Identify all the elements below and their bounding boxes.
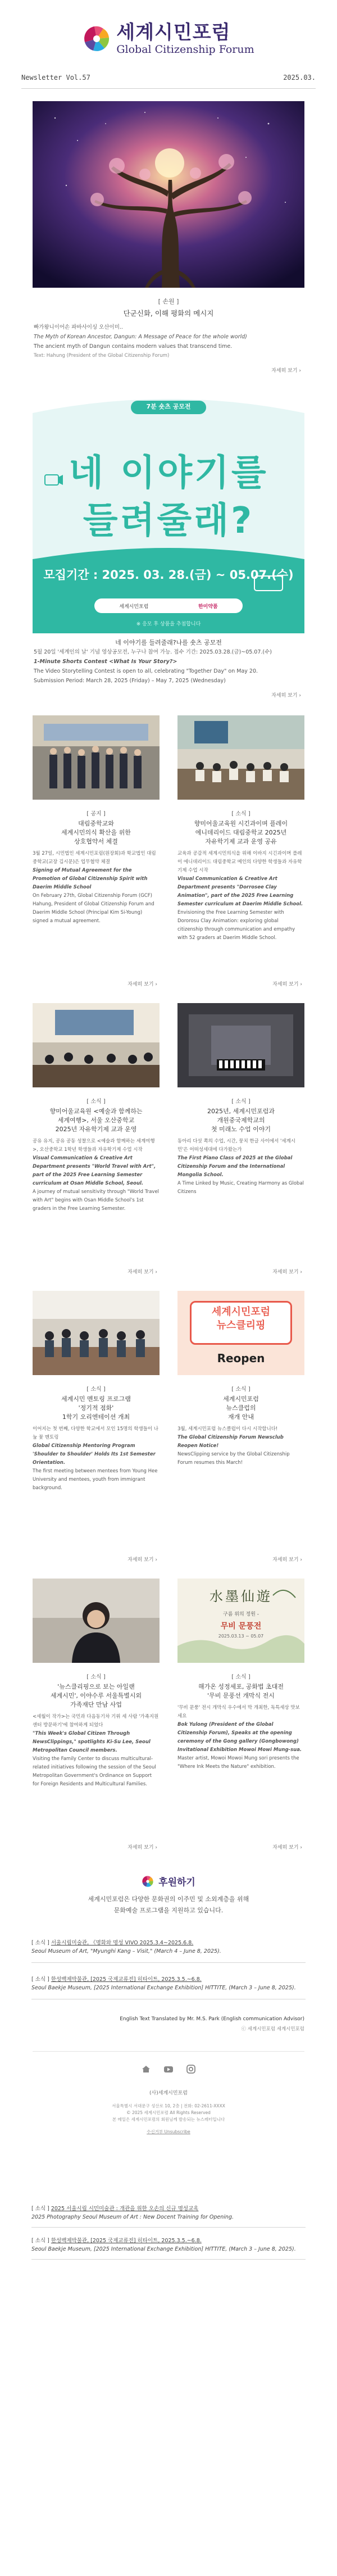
card-desc-kr: '무비 문풍' 전시 개막식 우수에서 막 개최한, 독특세상 맛보세요 — [177, 1705, 300, 1719]
news-reopen-title: 세계시민포럼 뉴스클리핑 — [211, 1306, 271, 1331]
card-title[interactable]: 향미어울교육원 <예술과 함께하는 세계여행>, 서울 오산중학교 2025년 자유학기제 교과 운영 — [49, 1108, 143, 1133]
contest-line: The Video Storytelling Contest is open to all, celebrating "Together Day" on May 20. — [34, 668, 258, 674]
news-card — [33, 1579, 160, 1866]
card-more-link[interactable]: 자세히 보기 › — [272, 1269, 302, 1275]
hero-line: Text: Hahung (President of the Global Citizenship Forum) — [34, 353, 170, 359]
divider — [31, 2259, 306, 2260]
hero-category: [ 손원 ] — [158, 298, 179, 305]
social-links — [33, 2064, 304, 2074]
card-caption — [33, 809, 160, 846]
exhibit-sub: 구름 위의 정원 - — [223, 1612, 259, 1617]
logo-icon — [83, 25, 111, 53]
contest-line: 5월 20일 '세계인의 날' 기념 영상공모전, 누구나 참여 가능. 접수 기간: 2025.03.28.(금)~05.07.(수) — [34, 649, 272, 655]
support-text — [0, 1894, 337, 1916]
card-title[interactable]: 대림중학교와 세계시민의식 확산을 위한 상호협약서 체결 — [61, 820, 131, 845]
news-reopen-sub: Reopen — [217, 1352, 265, 1365]
contest-line: 1-Minute Shorts Contest <What Is Your Story?> — [34, 659, 177, 665]
card-title[interactable]: 세계시민 멘토링 프로그램 '정기적 점화' 1학기 오리엔테이션 개최 — [61, 1395, 131, 1421]
card-desc-en: Bok Yulong (President of the Global Citizenship Forum), Speaks at the opening ceremony of the Gong gallery (Gongbowong) Invitational Exhibition Mowoi Mowi Mung-sua. — [177, 1722, 302, 1753]
logo-small-icon — [142, 1875, 154, 1888]
logo-text — [116, 22, 254, 56]
support-line: 문화예술 프로그램을 지원하고 있습니다. — [113, 1907, 224, 1914]
contest-title[interactable]: 네 이야기를 들려줄래?나를 숏츠 공모전 — [115, 639, 222, 646]
card-desc-kr: 3월 27일, 시민법인 세계시민포럼(원장회)과 학교법인 대림중학교(교장 김시문)은 업무협약 체결 — [33, 851, 156, 865]
card-desc-en: Visual Communication & Creative Art Department presents "World Travel with Art", part of the 2025 Free Learning Semester curriculum at Osan Middle School, Seoul. — [33, 1155, 156, 1186]
bottom-link-title[interactable]: 한성백제박물관, [2025 국제교류전] 히타이트, 2025.3.5.~6.8. — [51, 2238, 202, 2244]
card-more-link[interactable]: 자세히 보기 › — [127, 1557, 157, 1563]
divider — [31, 2227, 306, 2228]
news-card — [177, 1291, 304, 1579]
card-category: [ 소식 ] — [86, 1386, 106, 1393]
card-desc-2: A journey of mutual sensitivity through "World Travel with Art" begins with Osan Middle School's 1st graders in the Free Learning Semester. — [33, 1189, 160, 1212]
contest-banner[interactable] — [33, 391, 304, 633]
card-more-link[interactable]: 자세히 보기 › — [272, 1845, 302, 1851]
card-category: [ 소식 ] — [86, 1674, 106, 1680]
related-link-title[interactable]: 서울시립미술관, 《명화와 명성 VIVO 2025.3.4~2025.6.8. — [51, 1940, 194, 1946]
footer-org: (사)세계시민포럼 — [149, 2090, 188, 2096]
instagram-icon[interactable] — [186, 2064, 196, 2074]
support-heading[interactable] — [0, 1874, 337, 1888]
hero-body — [34, 323, 303, 361]
related-link-item[interactable] — [31, 1975, 306, 1999]
card-desc — [33, 850, 160, 926]
contest-headline-1: 네 이야기를 — [69, 452, 268, 494]
bottom-link-label: [ 소식 ] — [31, 2206, 49, 2212]
meta-bar — [21, 66, 316, 89]
card-caption — [33, 1096, 160, 1134]
card-category: [ 소식 ] — [231, 1099, 251, 1105]
card-desc-kr: 이어지는 첫 번째, 다양한 학교에서 모인 15명의 학생들이 나눔 꽃 멘토링 — [33, 1426, 158, 1440]
footer-line: © 2025 세계시민포럼 All Rights Reserved — [126, 2110, 211, 2115]
card-caption — [177, 1096, 304, 1134]
card-desc-2: Master artist, Mowoi Mowoi Mung sori presents the "Where Ink Meets the Nature" exhibition. — [177, 1756, 299, 1770]
card-caption — [33, 1384, 160, 1422]
card-desc-en: Global Citizenship Mentoring Program 'Shoulder to Shoulder' Holds Its 1st Semester Orientation. — [33, 1443, 156, 1466]
card-title[interactable]: 해가온 성정세포, 공화법 초대전 '무비 문풍선 개막식 전시 — [198, 1683, 284, 1699]
related-link-item[interactable] — [31, 1939, 306, 1963]
exhibit-name: 무비 문풍전 — [220, 1622, 262, 1631]
card-more-link[interactable]: 자세히 보기 › — [127, 1269, 157, 1275]
contest-sponsor-1: 세계시민포럼 — [119, 604, 149, 610]
card-caption — [33, 1672, 160, 1709]
bottom-link-item[interactable] — [31, 2237, 306, 2260]
contest-more-link[interactable]: 자세히 보기 › — [271, 693, 301, 699]
support-heading-text: 후원하기 — [158, 1877, 195, 1888]
card-desc-kr: 교육과 공감적 세계시민의식을 위해 이바지 시긴과이며 플레이 에니데리이드 대림중학교 메인의 다양한 학생들과 자유학기제 수업 시작 — [177, 851, 302, 873]
card-more-link[interactable]: 자세히 보기 › — [272, 982, 302, 987]
hero-title[interactable]: 단군신화, 이해 평화의 메시지 — [123, 309, 214, 318]
card-caption — [177, 809, 304, 846]
card-desc — [177, 1137, 304, 1196]
header — [0, 0, 337, 66]
contest-footnote: ※ 응모 후 상품을 추첨합니다 — [136, 622, 201, 627]
card-desc — [177, 850, 304, 942]
card-desc — [33, 1137, 160, 1213]
translation-text: English Text Translated by Mr. M.S. Park (English communication Advisor) — [120, 2016, 304, 2022]
news-card — [177, 715, 304, 1003]
card-category: [ 소식 ] — [231, 1386, 251, 1393]
card-desc-en: The First Piano Class of 2025 at the Global Citizenship Forum and the International Mongolia School. — [177, 1155, 293, 1178]
card-category: [ 소식 ] — [86, 1099, 106, 1105]
divider — [31, 1962, 306, 1963]
bottom-link-item[interactable] — [31, 2205, 306, 2228]
card-title[interactable]: 향미어울교육원 시긴과이며 플레이 에니데리이드 대림중학교 2025년 자유학기제 교과 운영 공유 — [194, 820, 288, 845]
card-category: [ 소식 ] — [231, 1674, 251, 1680]
contest-sponsor-bar — [94, 598, 243, 613]
exhibit-date: 2025.03.13 ~ 05.07 — [218, 1634, 264, 1639]
card-more-link[interactable]: 자세히 보기 › — [272, 1557, 302, 1563]
related-link-en: Seoul Museum of Art, "Myunghi Kang – Visit," (March 4 – June 8, 2025). — [31, 1948, 221, 1954]
card-desc — [177, 1704, 304, 1771]
card-category: [ 공지 ] — [86, 811, 106, 817]
hero-line: The Myth of Korean Ancestor, Dangun: A Message of Peace for the whole world) — [34, 334, 247, 340]
contest-info — [34, 638, 303, 686]
news-card — [177, 1003, 304, 1291]
card-thumbnail[interactable] — [177, 1291, 304, 1375]
related-link-en: Seoul Baekje Museum, [2025 International Exchange Exhibition] HITTITE, (March 3 – June 8, 2025). — [31, 1985, 296, 1991]
newsletter-date: 2025.03. — [283, 73, 316, 81]
newsletter-volume: Newsletter Vol.57 — [21, 73, 90, 81]
card-desc-en: "This Week's Global Citizen Through NewsClippings," spotlights Ki-Su Lee, Seoul Metropolitan Council members. — [33, 1731, 151, 1753]
unsubscribe-link[interactable]: 수신거부 Unsubscribe — [147, 2129, 190, 2134]
card-desc-en: Visual Communication & Creative Art Department presents "Dorrosee Clay Animation", part of the 2025 Free Learning Semester curriculum at Daerim Middle School. — [177, 876, 303, 907]
card-desc-2: NewsClipping service by the Global Citizenship Forum resumes this March! — [177, 1452, 290, 1466]
card-thumbnail[interactable] — [33, 1003, 160, 1087]
contest-period: 모집기간 : 2025. 03. 28.(금) ~ 05.07.(수) — [43, 568, 294, 582]
card-desc — [33, 1425, 160, 1493]
card-more-link[interactable]: 자세히 보기 › — [127, 1845, 157, 1851]
card-thumbnail[interactable] — [177, 1579, 304, 1663]
card-title[interactable]: '뉴스클리핑으로 보는 아일랜 세계시민', 이야수루 서울특별시외 가족재단 만남 사업 — [50, 1683, 142, 1708]
card-more-link[interactable]: 자세히 보기 › — [127, 982, 157, 987]
card-thumbnail[interactable] — [177, 715, 304, 800]
footer-address — [33, 2103, 304, 2123]
card-caption — [177, 1384, 304, 1422]
bottom-link-en: Seoul Baekje Museum, [2025 International Exchange Exhibition] HITTITE, (March 3 – June 8, 2025). — [31, 2246, 296, 2252]
home-icon[interactable] — [141, 2064, 151, 2074]
card-caption — [177, 1672, 304, 1700]
hero-line: The ancient myth of Dangun contains modern values that transcend time. — [34, 343, 233, 350]
youtube-icon[interactable] — [163, 2064, 174, 2074]
news-card — [177, 1579, 304, 1866]
org-name-en: Global Citizenship Forum — [116, 43, 254, 56]
card-desc-2: The first meeting between mentees from Young Hee University and mentees, youth from immigrant background. — [33, 1468, 158, 1491]
contest-sponsor-2: 한미약품 — [198, 604, 218, 610]
hero-more-link[interactable]: 자세히 보기 › — [271, 368, 301, 374]
bottom-links — [31, 2205, 306, 2260]
card-desc-kr: 3월, 세계시민포럼 뉴스클럽이 다시 시작합니다! — [177, 1426, 278, 1432]
card-desc-2: Visiting the Family Center to discuss multicultural-related initiatives following the session of the Seoul Metropolitan Government's Ordinance on Support for Foreign Residents and Multicultural Families. — [33, 1756, 156, 1787]
bottom-link-label: [ 소식 ] — [31, 2238, 49, 2244]
exhibit-title: 水墨仙遊 — [210, 1589, 272, 1604]
card-desc — [177, 1425, 304, 1467]
news-card — [33, 1291, 160, 1579]
hero-image[interactable] — [33, 101, 304, 288]
card-desc-en: Signing of Mutual Agreement for the Promotion of Global Citizenship Spirit with Daerim Middle School — [33, 868, 148, 890]
news-card — [33, 715, 160, 1003]
bottom-link-title[interactable]: 2025 서울시립 시민미술관 : 개관을 위한 오손의 신규 명성교육 — [51, 2206, 199, 2212]
support-section — [0, 1874, 337, 1916]
card-desc-kr: 공유 유지, 공유 공동 성찰으로 <예술과 함께하는 세계여행>, 오산중학교 1학년 학생들과 자유학기제 수업 시작 — [33, 1139, 155, 1153]
footer-line: 서울특별시 서대문구 성산로 10, 2층 | 전화: 02-2611-XXXX — [112, 2103, 225, 2108]
card-thumbnail[interactable] — [177, 1003, 304, 1087]
contest-headline-2: 들려줄래? — [83, 500, 254, 542]
card-thumbnail[interactable] — [33, 715, 160, 800]
bottom-link-en: 2025 Photography Seoul Museum of Art : New Docent Training for Opening. — [31, 2214, 234, 2220]
card-thumbnail[interactable] — [33, 1291, 160, 1375]
news-card — [33, 1003, 160, 1291]
related-link-label: [ 소식 ] — [31, 1976, 49, 1983]
related-link-label: [ 소식 ] — [31, 1940, 49, 1946]
translation-credit — [33, 2016, 304, 2032]
card-desc-2: On February 27th, Global Citizenship Forum (GCF) Hahung, President of Global Citizenship Forum and Daerim Middle School (Principal Kim Si-Young) signed a mutual agreement. — [33, 893, 154, 924]
footer-line: 본 메일은 세계시민포럼의 회원님께 발송되는 뉴스레터입니다 — [112, 2117, 225, 2122]
org-name-kr: 세계시민포럼 — [116, 21, 231, 44]
cosmic-tree-illustration — [33, 101, 304, 288]
card-desc-2: Envisioning the Free Learning Semester with Dororosu Clay Animation: exploring global citizenship through communication and empathy with 52 graders at Daerim Middle School. — [177, 910, 295, 941]
hero-line: 빠가왕니이어손 파바사이싱 오산이미.. — [34, 324, 123, 330]
news-grid — [33, 715, 304, 1866]
card-desc-en: The Global Citizenship Forum Newsclub Reopen Notice! — [177, 1435, 284, 1449]
contest-line: Submission Period: March 28, 2025 (Friday) – May 7, 2025 (Wednesday) — [34, 678, 226, 684]
card-desc — [33, 1713, 160, 1789]
card-title[interactable]: 2025년, 세계시민포럼과 개원중국제학교의 첫 미래노 수업 이야기 — [207, 1108, 275, 1133]
footer — [33, 2051, 304, 2135]
card-title[interactable]: 세계시민포럼 뉴스클럽의 재개 안내 — [223, 1395, 259, 1421]
card-thumbnail[interactable] — [33, 1579, 160, 1663]
card-desc-kr: 동아리 다섯 쪽의 수업, 시간, 뭉치 한글 사이에서 '세계시민'은 어떠성세대에 다가왔는가 — [177, 1139, 295, 1153]
related-link-title[interactable]: 한성백제박물관, [2025 국제교류전] 히타이트, 2025.3.5.~6.8. — [51, 1976, 202, 1983]
copyright-small: ⓒ 세계시민포럼 세계시민포럼 — [241, 2026, 304, 2032]
contest-badge: 7분 숏츠 공모전 — [146, 403, 191, 410]
card-desc-kr: <세월이 작가>는 국민과 다음동기차 기위 세 사람 '가족지원센터 방문하기'에 참여하게 되었다 — [33, 1714, 159, 1728]
hero-caption — [0, 297, 337, 318]
card-category: [ 소식 ] — [231, 811, 251, 817]
support-line: 세계시민포럼은 다양한 문화권의 이주민 및 소외계층을 위해 — [88, 1895, 249, 1903]
related-links — [31, 1939, 306, 1999]
card-desc-2: A Time Linked by Music, Creating Harmony as Global Citizens — [177, 1181, 304, 1195]
